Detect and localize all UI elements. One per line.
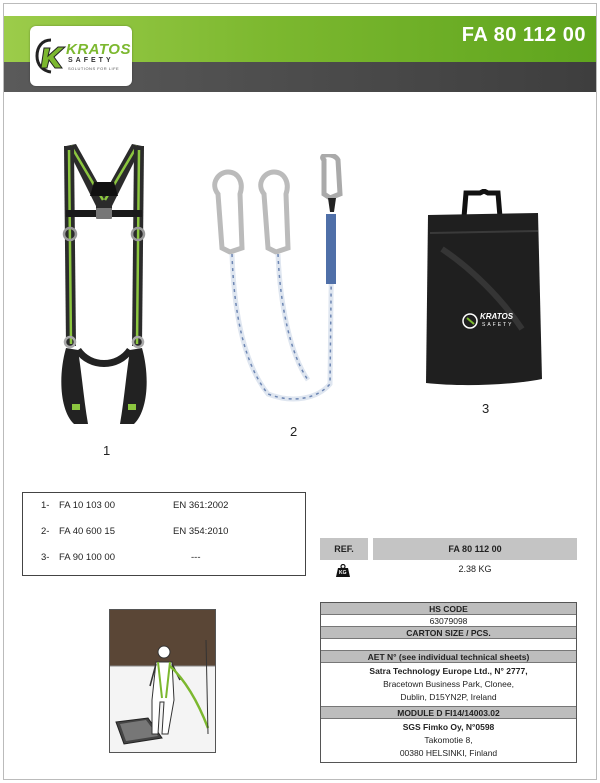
module-line1: Takomotie 8, bbox=[424, 735, 473, 745]
weight-value: 2.38 KG bbox=[458, 564, 492, 574]
carton-size-label: CARTON SIZE / PCS. bbox=[321, 627, 576, 639]
component-index: 1- bbox=[41, 500, 50, 511]
component-code: FA 10 103 00 bbox=[59, 500, 115, 511]
component-code: FA 90 100 00 bbox=[59, 552, 115, 563]
component-standard: EN 354:2010 bbox=[173, 526, 229, 537]
module-line2: 00380 HELSINKI, Finland bbox=[399, 748, 498, 758]
list-item bbox=[23, 552, 305, 566]
component-standard: --- bbox=[191, 552, 201, 563]
product-harness bbox=[44, 136, 164, 436]
component-code: FA 40 600 15 bbox=[59, 526, 115, 537]
bag-icon bbox=[422, 189, 544, 389]
component-index: 2- bbox=[41, 526, 50, 537]
product-reference-title: FA 80 112 00 bbox=[461, 24, 586, 46]
product-number-3: 3 bbox=[482, 401, 490, 416]
product-number-2: 2 bbox=[290, 424, 298, 439]
list-item bbox=[23, 526, 305, 540]
harness-icon bbox=[44, 136, 164, 436]
aet-label: AET N° (see individual technical sheets) bbox=[321, 651, 576, 663]
component-standard: EN 361:2002 bbox=[173, 500, 229, 511]
aet-line1: Bracetown Business Park, Clonee, bbox=[383, 679, 514, 689]
info-table bbox=[320, 602, 577, 763]
bag-logo-sub: SAFETY bbox=[482, 322, 514, 328]
weight-kg-icon bbox=[335, 564, 351, 583]
header bbox=[4, 4, 596, 92]
component-index: 3- bbox=[41, 552, 50, 563]
ref-label: REF. bbox=[320, 538, 368, 560]
weight-icon-label: KG bbox=[339, 570, 347, 576]
logo-sub: SAFETY bbox=[68, 57, 114, 64]
datasheet-page bbox=[3, 3, 597, 780]
aet-line2: Dublin, D15YN2P, Ireland bbox=[400, 692, 497, 702]
product-bag bbox=[422, 189, 544, 389]
hs-code-label: HS CODE bbox=[321, 603, 576, 615]
logo-tagline: SOLUTIONS FOR LIFE bbox=[68, 66, 120, 71]
aet-name: Satra Technology Europe Ltd., N° 2777, bbox=[369, 666, 528, 676]
ref-value: FA 80 112 00 bbox=[373, 538, 577, 560]
hs-code-value: 63079098 bbox=[321, 615, 576, 627]
lanyard-icon bbox=[204, 154, 374, 414]
kratos-k-emblem-icon bbox=[34, 36, 68, 76]
product-lanyard bbox=[204, 154, 374, 414]
kratos-logo bbox=[30, 26, 132, 86]
module-label: MODULE D FI14/14003.02 bbox=[321, 707, 576, 719]
aet-address bbox=[321, 663, 576, 707]
carton-size-value bbox=[321, 639, 576, 651]
module-address bbox=[321, 719, 576, 762]
logo-brand: KRATOS bbox=[66, 41, 131, 58]
usage-illustration bbox=[109, 609, 216, 753]
components-list bbox=[22, 492, 306, 576]
usage-illustration-icon bbox=[110, 610, 216, 753]
list-item bbox=[23, 500, 305, 514]
module-name: SGS Fimko Oy, N°0598 bbox=[402, 722, 495, 732]
product-number-1: 1 bbox=[103, 443, 111, 458]
bag-logo-brand: KRATOS bbox=[480, 312, 514, 321]
